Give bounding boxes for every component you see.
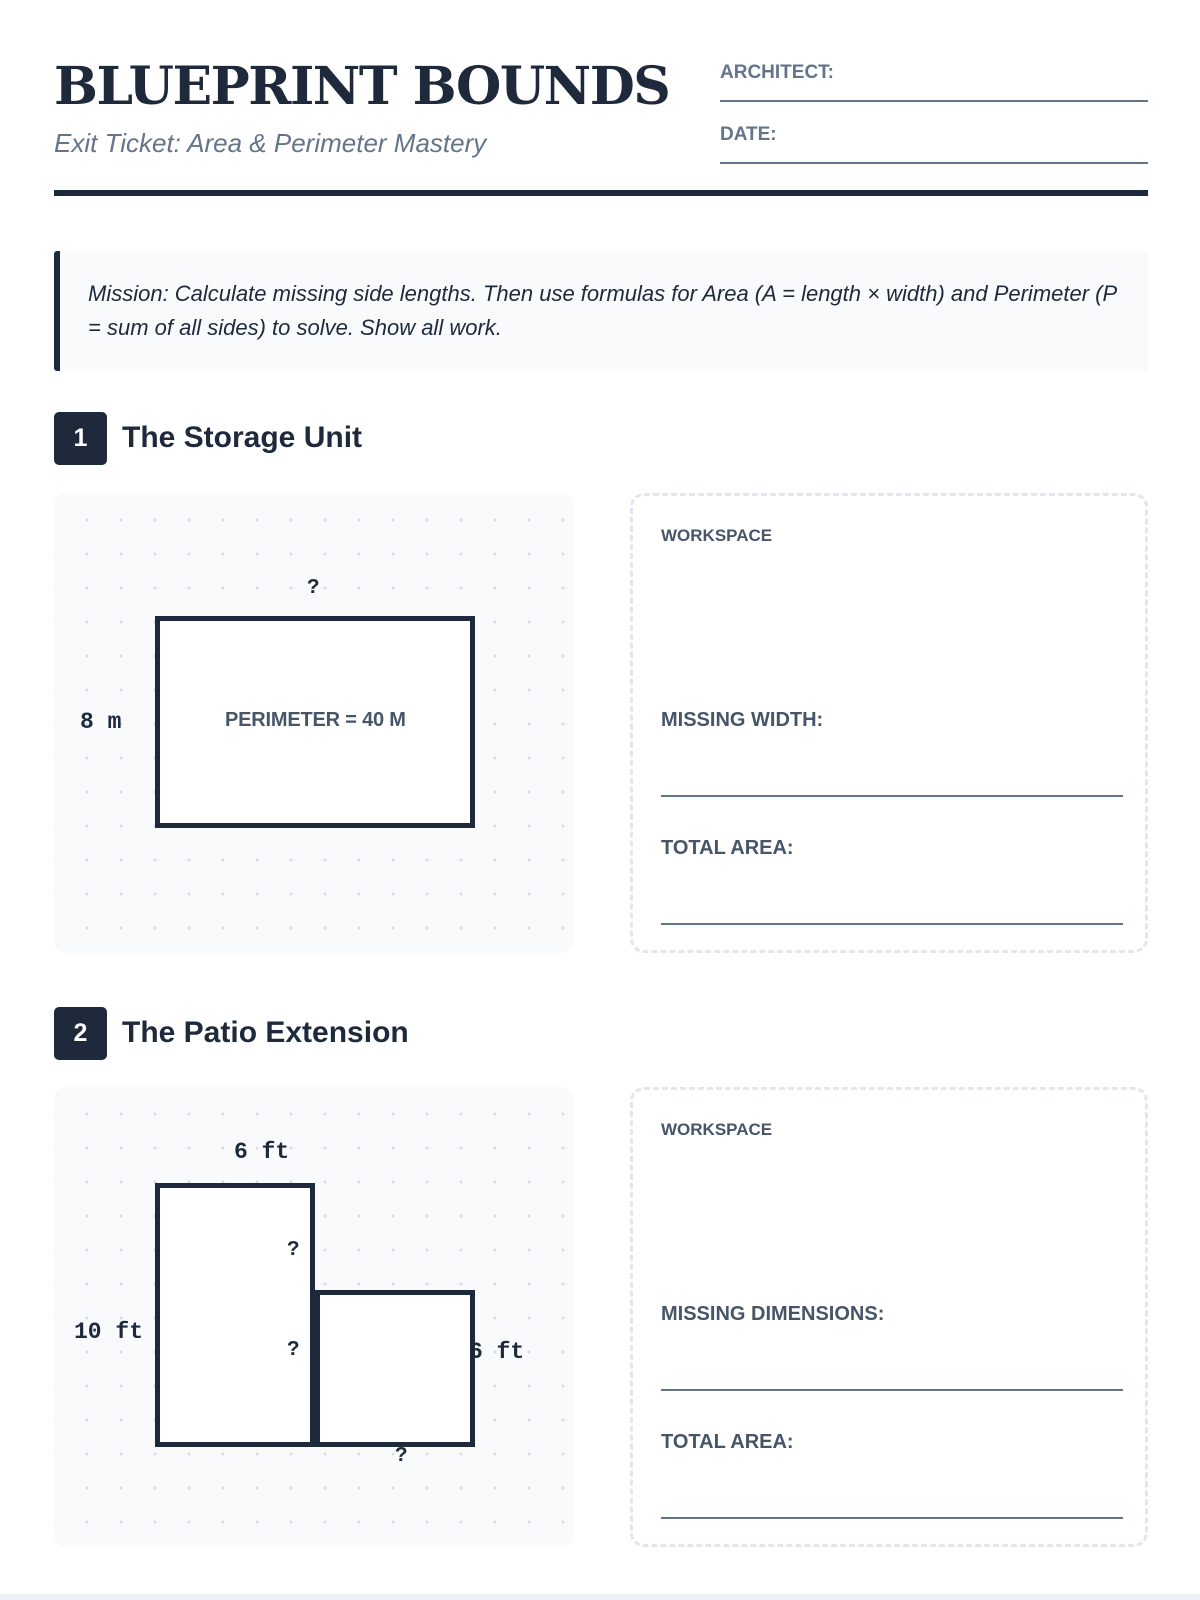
mission-box xyxy=(54,251,1148,371)
bottom-unknown-label: ? xyxy=(395,1445,408,1468)
missing-dimensions-answer-line[interactable] xyxy=(661,1389,1123,1391)
missing-width-label: MISSING WIDTH: xyxy=(661,709,824,731)
inner-middle-unknown-label: ? xyxy=(287,1339,300,1362)
worksheet-header xyxy=(54,52,1148,198)
total-area-answer-line[interactable] xyxy=(661,1517,1123,1519)
architect-label: ARCHITECT: xyxy=(720,62,834,83)
problem-1-workspace[interactable] xyxy=(630,493,1148,953)
problem-title: The Patio Extension xyxy=(122,1016,409,1049)
problem-title: The Storage Unit xyxy=(122,421,363,454)
problem-2-workspace[interactable] xyxy=(630,1087,1148,1547)
patio-tall-rectangle xyxy=(155,1183,315,1447)
problem-2-diagram xyxy=(54,1087,574,1547)
page-bottom-strip xyxy=(0,1594,1200,1600)
mission-text: Mission: Calculate missing side lengths. Then use formulas for Area (A = length × width) and Perimeter (P = sum of all sides) to solve. Show all work. xyxy=(88,281,1117,340)
date-field[interactable] xyxy=(720,114,1148,164)
missing-dimensions-label: MISSING DIMENSIONS: xyxy=(661,1303,885,1325)
patio-extension-rectangle xyxy=(315,1290,475,1447)
worksheet-subtitle: Exit Ticket: Area & Perimeter Mastery xyxy=(54,128,487,158)
left-height-label: 10 ft xyxy=(74,1319,144,1345)
date-label: DATE: xyxy=(720,124,777,145)
right-height-label: 6 ft xyxy=(469,1339,525,1365)
left-side-label: 8 m xyxy=(80,709,122,735)
total-area-label: TOTAL AREA: xyxy=(661,837,794,859)
total-area-label: TOTAL AREA: xyxy=(661,1431,794,1453)
problem-number-badge: 2 xyxy=(54,1007,107,1060)
perimeter-label: PERIMETER = 40 M xyxy=(225,709,406,731)
inner-upper-unknown-label: ? xyxy=(287,1239,300,1262)
problem-number-badge: 1 xyxy=(54,412,107,465)
worksheet-title: BLUEPRINT BOUNDS xyxy=(54,56,670,117)
missing-width-answer-line[interactable] xyxy=(661,795,1123,797)
header-divider xyxy=(54,190,1148,196)
workspace-label: WORKSPACE xyxy=(661,526,773,545)
top-width-label: 6 ft xyxy=(234,1139,290,1165)
top-side-label: ? xyxy=(307,577,320,600)
workspace-label: WORKSPACE xyxy=(661,1120,773,1139)
problem-1-diagram xyxy=(54,493,574,953)
total-area-answer-line[interactable] xyxy=(661,923,1123,925)
architect-field[interactable] xyxy=(720,52,1148,102)
